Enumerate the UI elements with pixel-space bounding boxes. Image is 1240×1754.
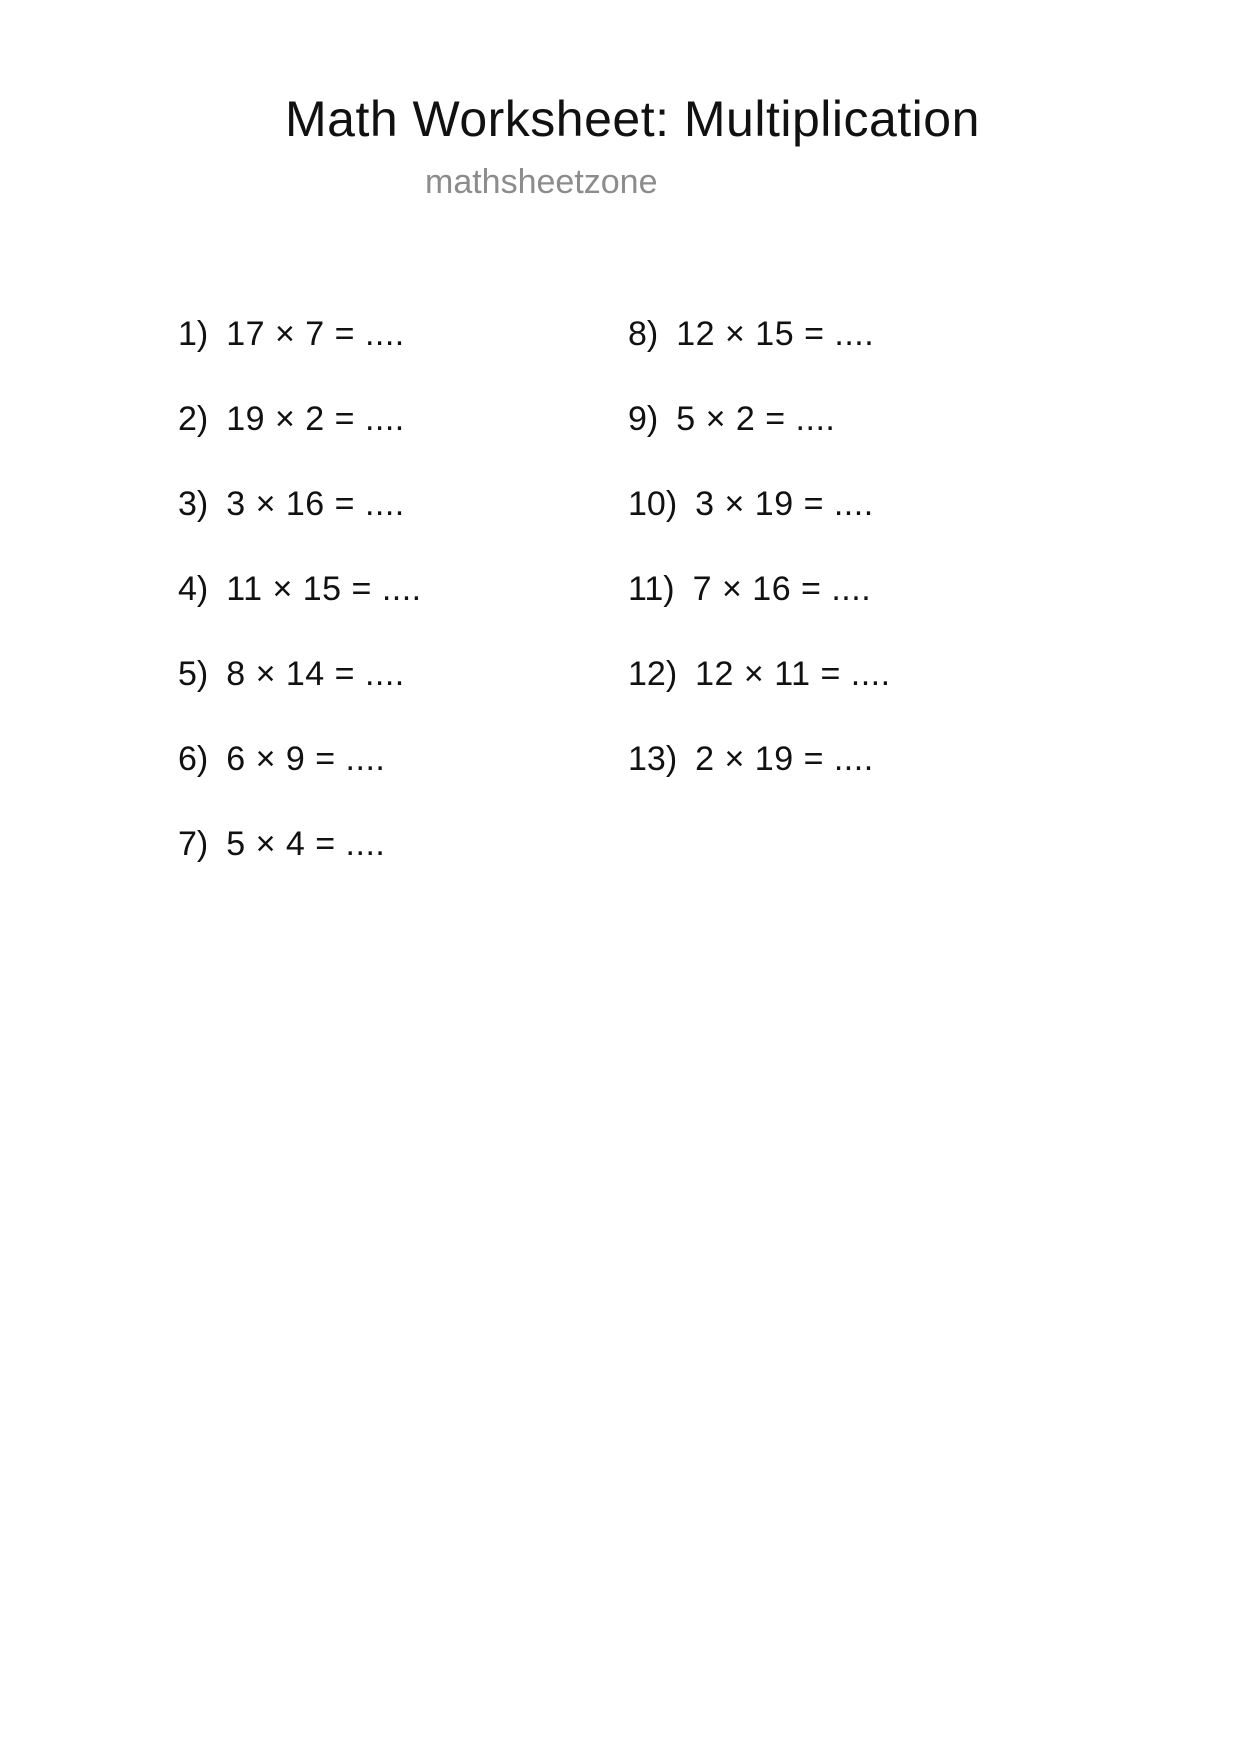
problem-row	[178, 740, 422, 825]
problem-number: 12)	[628, 655, 678, 693]
problem-expression: 6 × 9 = ....	[226, 740, 386, 778]
problem-row	[178, 825, 422, 910]
problem-number: 13)	[628, 740, 678, 778]
problem-expression: 5 × 2 = ....	[676, 400, 836, 438]
problem-row	[178, 485, 422, 570]
page-title: Math Worksheet: Multiplication	[285, 91, 980, 147]
problem-row	[628, 400, 891, 485]
problems-column-left	[178, 315, 422, 910]
problem-expression: 12 × 15 = ....	[676, 315, 875, 353]
problem-row	[178, 400, 422, 485]
problem-expression: 11 × 15 = ....	[226, 570, 422, 608]
problem-row	[628, 655, 891, 740]
problem-row	[628, 570, 891, 655]
site-watermark: mathsheetzone	[425, 163, 658, 201]
problem-row	[178, 570, 422, 655]
problem-number: 1)	[178, 315, 209, 353]
problem-row	[178, 655, 422, 740]
problem-number: 9)	[628, 400, 659, 438]
problem-expression: 3 × 19 = ....	[695, 485, 874, 523]
problem-number: 4)	[178, 570, 209, 608]
problem-expression: 19 × 2 = ....	[226, 400, 405, 438]
problem-number: 8)	[628, 315, 659, 353]
problem-number: 7)	[178, 825, 209, 863]
problems-column-right	[628, 315, 891, 825]
problem-row	[178, 315, 422, 400]
problem-expression: 7 × 16 = ....	[692, 570, 872, 608]
problem-row	[628, 315, 891, 400]
problem-number: 2)	[178, 400, 209, 438]
problem-expression: 12 × 11 = ....	[695, 655, 891, 693]
problem-number: 5)	[178, 655, 209, 693]
problem-row	[628, 485, 891, 570]
problem-number: 10)	[628, 485, 678, 523]
problem-number: 11)	[628, 570, 675, 608]
problem-expression: 2 × 19 = ....	[695, 740, 874, 778]
problem-expression: 17 × 7 = ....	[226, 315, 405, 353]
problem-row	[628, 740, 891, 825]
problem-expression: 8 × 14 = ....	[226, 655, 405, 693]
problem-expression: 3 × 16 = ....	[226, 485, 405, 523]
problem-expression: 5 × 4 = ....	[226, 825, 386, 863]
problem-number: 6)	[178, 740, 209, 778]
problem-number: 3)	[178, 485, 209, 523]
